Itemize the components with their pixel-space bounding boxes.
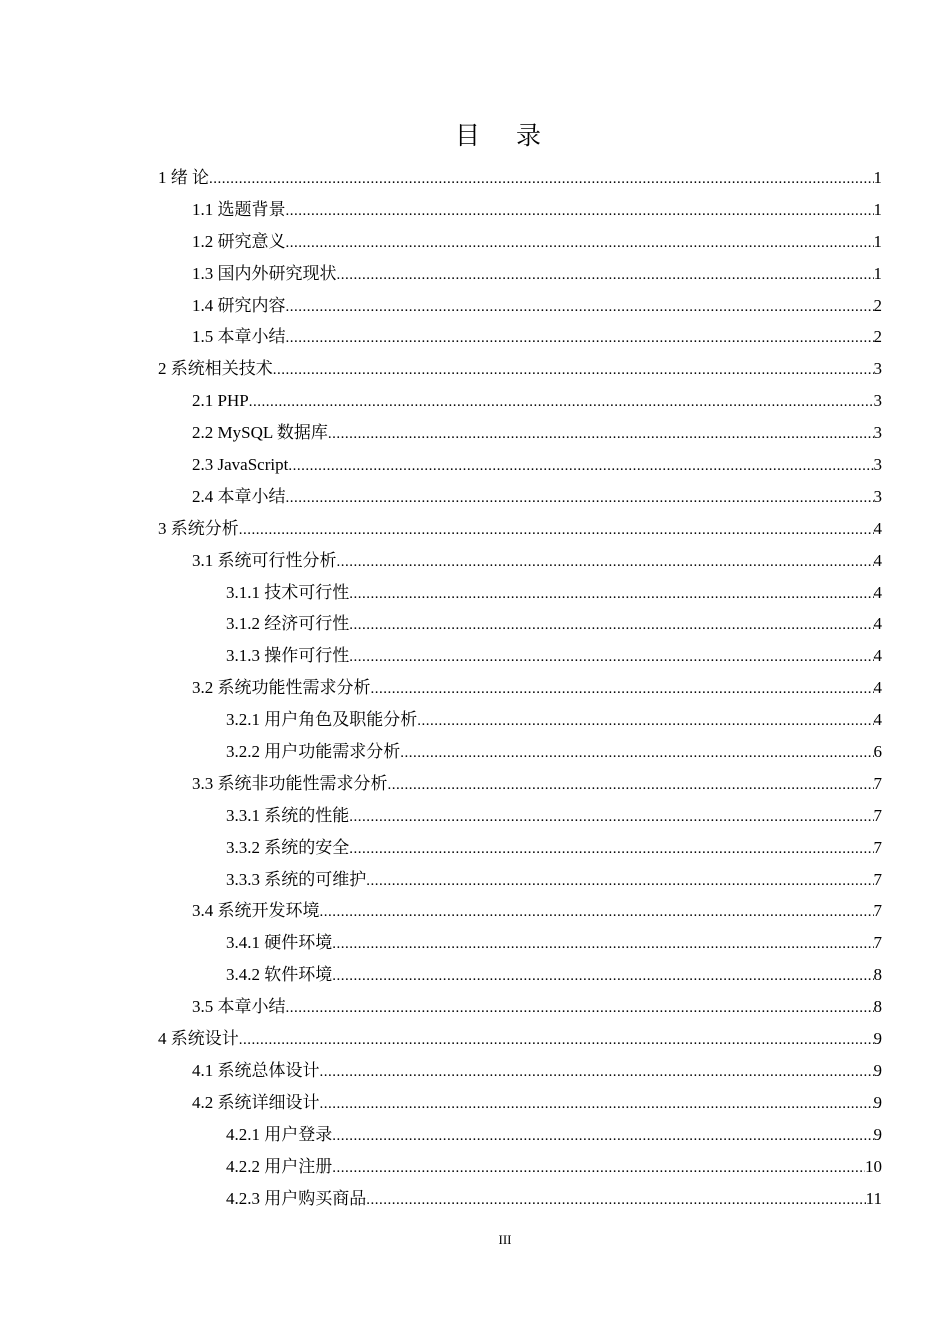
dot-leader [209, 164, 874, 196]
toc-entry-label: 3.3.2 系统的安全 [226, 837, 350, 857]
toc-entry-page: 7 [873, 933, 882, 953]
dot-leader [366, 866, 873, 898]
toc-entry-page: 4 [873, 582, 882, 602]
toc-entry-label: 1.3 国内外研究现状 [192, 263, 337, 283]
dot-leader [349, 579, 873, 611]
dot-leader [320, 897, 874, 929]
dot-leader [388, 770, 874, 802]
toc-entry[interactable] [158, 1023, 882, 1055]
dot-leader [332, 1153, 865, 1185]
toc-entry-page: 2 [873, 295, 882, 315]
toc-entry-label: 3.3.1 系统的性能 [226, 805, 350, 825]
toc-entry-page: 1 [873, 263, 882, 283]
dot-leader [332, 1121, 873, 1153]
toc-entry-label: 3.2.1 用户角色及职能分析 [226, 710, 418, 730]
toc-entry[interactable] [158, 481, 882, 513]
toc-entry[interactable] [158, 832, 882, 864]
toc-entry-label: 3.4 系统开发环境 [192, 901, 320, 921]
toc-entry[interactable] [158, 545, 882, 577]
toc-entry-page: 7 [873, 869, 882, 889]
toc-entry-page: 4 [873, 550, 882, 570]
dot-leader [366, 1185, 865, 1217]
dot-leader [286, 196, 874, 228]
toc-title: 目 录 [455, 121, 555, 150]
dot-leader [371, 674, 874, 706]
toc-entry[interactable] [158, 672, 882, 704]
toc-entry[interactable] [158, 321, 882, 353]
dot-leader [239, 515, 874, 547]
dot-leader [337, 260, 874, 292]
toc-entry-label: 3.4.2 软件环境 [226, 965, 333, 985]
dot-leader [273, 355, 874, 387]
toc-entry[interactable] [158, 704, 882, 736]
toc-entry-page: 4 [873, 646, 882, 666]
toc-entry[interactable] [158, 290, 882, 322]
toc-entry[interactable] [158, 449, 882, 481]
dot-leader [286, 323, 874, 355]
toc-entry-label: 3.3.3 系统的可维护 [226, 869, 367, 889]
toc-entry[interactable] [158, 991, 882, 1023]
toc-entry-page: 9 [873, 1060, 882, 1080]
dot-leader [400, 738, 873, 770]
toc-entry-label: 3.2 系统功能性需求分析 [192, 678, 371, 698]
toc-entry-page: 6 [873, 742, 882, 762]
toc-entry-label: 2.1 PHP [192, 391, 249, 411]
dot-leader [286, 483, 874, 515]
table-of-contents [158, 162, 882, 1214]
dot-leader [320, 1057, 874, 1089]
toc-entry-page: 3 [873, 455, 882, 475]
toc-entry-label: 4.1 系统总体设计 [192, 1060, 320, 1080]
toc-entry-label: 3.4.1 硬件环境 [226, 933, 333, 953]
toc-entry-page: 2 [873, 327, 882, 347]
toc-entry[interactable] [158, 800, 882, 832]
dot-leader [286, 993, 874, 1025]
dot-leader [239, 1025, 874, 1057]
dot-leader [349, 834, 873, 866]
dot-leader [332, 961, 873, 993]
toc-entry[interactable] [158, 417, 882, 449]
toc-entry[interactable] [158, 1087, 882, 1119]
toc-entry-page: 8 [873, 997, 882, 1017]
toc-entry-page: 9 [873, 1092, 882, 1112]
dot-leader [349, 610, 873, 642]
toc-entry[interactable] [158, 736, 882, 768]
dot-leader [286, 228, 874, 260]
toc-entry-label: 3.1 系统可行性分析 [192, 550, 337, 570]
dot-leader [332, 929, 873, 961]
toc-entry[interactable] [158, 640, 882, 672]
toc-entry[interactable] [158, 1183, 882, 1215]
toc-entry-label: 1.5 本章小结 [192, 327, 286, 347]
toc-entry[interactable] [158, 258, 882, 290]
toc-entry-page: 9 [873, 1124, 882, 1144]
toc-entry-label: 1 绪 论 [158, 168, 209, 187]
toc-entry-label: 2 系统相关技术 [158, 359, 273, 379]
toc-entry-label: 1.2 研究意义 [192, 231, 286, 251]
dot-leader [349, 802, 873, 834]
toc-entry-page: 7 [873, 837, 882, 857]
dot-leader [349, 642, 873, 674]
toc-entry-label: 3.1.2 经济可行性 [226, 614, 350, 634]
dot-leader [249, 387, 874, 419]
toc-entry-page: 7 [873, 901, 882, 921]
dot-leader [288, 451, 873, 483]
toc-entry-page: 3 [873, 423, 882, 443]
toc-entry[interactable] [158, 608, 882, 640]
toc-entry-label: 3.2.2 用户功能需求分析 [226, 742, 401, 762]
toc-entry-page: 1 [873, 199, 882, 219]
toc-entry-label: 1.4 研究内容 [192, 295, 286, 315]
dot-leader [286, 292, 874, 324]
dot-leader [417, 706, 873, 738]
toc-entry-label: 2.3 JavaScript [192, 455, 289, 475]
toc-entry-page: 1 [873, 168, 882, 187]
toc-entry-page: 7 [873, 773, 882, 793]
toc-entry-page: 7 [873, 805, 882, 825]
toc-entry-label: 4 系统设计 [158, 1029, 239, 1049]
toc-entry[interactable] [158, 385, 882, 417]
toc-entry-label: 3.1.1 技术可行性 [226, 582, 350, 602]
toc-entry[interactable] [158, 959, 882, 991]
toc-entry[interactable] [158, 353, 882, 385]
toc-entry-page: 10 [865, 1156, 882, 1176]
toc-entry-label: 4.2.3 用户购买商品 [226, 1188, 367, 1208]
toc-entry-label: 2.2 MySQL 数据库 [192, 423, 328, 443]
toc-entry-page: 4 [873, 678, 882, 698]
toc-entry[interactable] [158, 1119, 882, 1151]
toc-entry-page: 8 [873, 965, 882, 985]
toc-entry-page: 11 [865, 1188, 882, 1208]
toc-entry[interactable] [158, 1055, 882, 1087]
toc-entry-label: 3.5 本章小结 [192, 997, 286, 1017]
toc-entry-page: 9 [873, 1029, 882, 1049]
toc-entry[interactable] [158, 1151, 882, 1183]
toc-entry-page: 4 [873, 518, 882, 538]
dot-leader [328, 419, 874, 451]
toc-entry-page: 3 [873, 391, 882, 411]
toc-entry-label: 2.4 本章小结 [192, 486, 286, 506]
toc-entry[interactable] [158, 895, 882, 927]
toc-entry-label: 3 系统分析 [158, 518, 239, 538]
toc-entry-label: 3.1.3 操作可行性 [226, 646, 350, 666]
dot-leader [337, 547, 874, 579]
toc-entry[interactable] [158, 194, 882, 226]
toc-entry-label: 4.2.2 用户注册 [226, 1156, 333, 1176]
toc-entry[interactable] [158, 577, 882, 609]
toc-entry[interactable] [158, 162, 882, 194]
toc-entry-page: 3 [873, 486, 882, 506]
toc-entry-label: 1.1 选题背景 [192, 199, 286, 219]
page-number-footer: III [498, 1232, 512, 1247]
dot-leader [320, 1089, 874, 1121]
toc-entry[interactable] [158, 226, 882, 258]
toc-entry[interactable] [158, 768, 882, 800]
toc-entry-label: 4.2.1 用户登录 [226, 1124, 333, 1144]
toc-entry-page: 3 [873, 359, 882, 379]
toc-entry[interactable] [158, 864, 882, 896]
toc-entry-page: 4 [873, 614, 882, 634]
toc-entry-page: 1 [873, 231, 882, 251]
toc-entry-label: 4.2 系统详细设计 [192, 1092, 320, 1112]
toc-entry-label: 3.3 系统非功能性需求分析 [192, 773, 388, 793]
toc-entry[interactable] [158, 927, 882, 959]
toc-entry-page: 4 [873, 710, 882, 730]
toc-entry[interactable] [158, 513, 882, 545]
